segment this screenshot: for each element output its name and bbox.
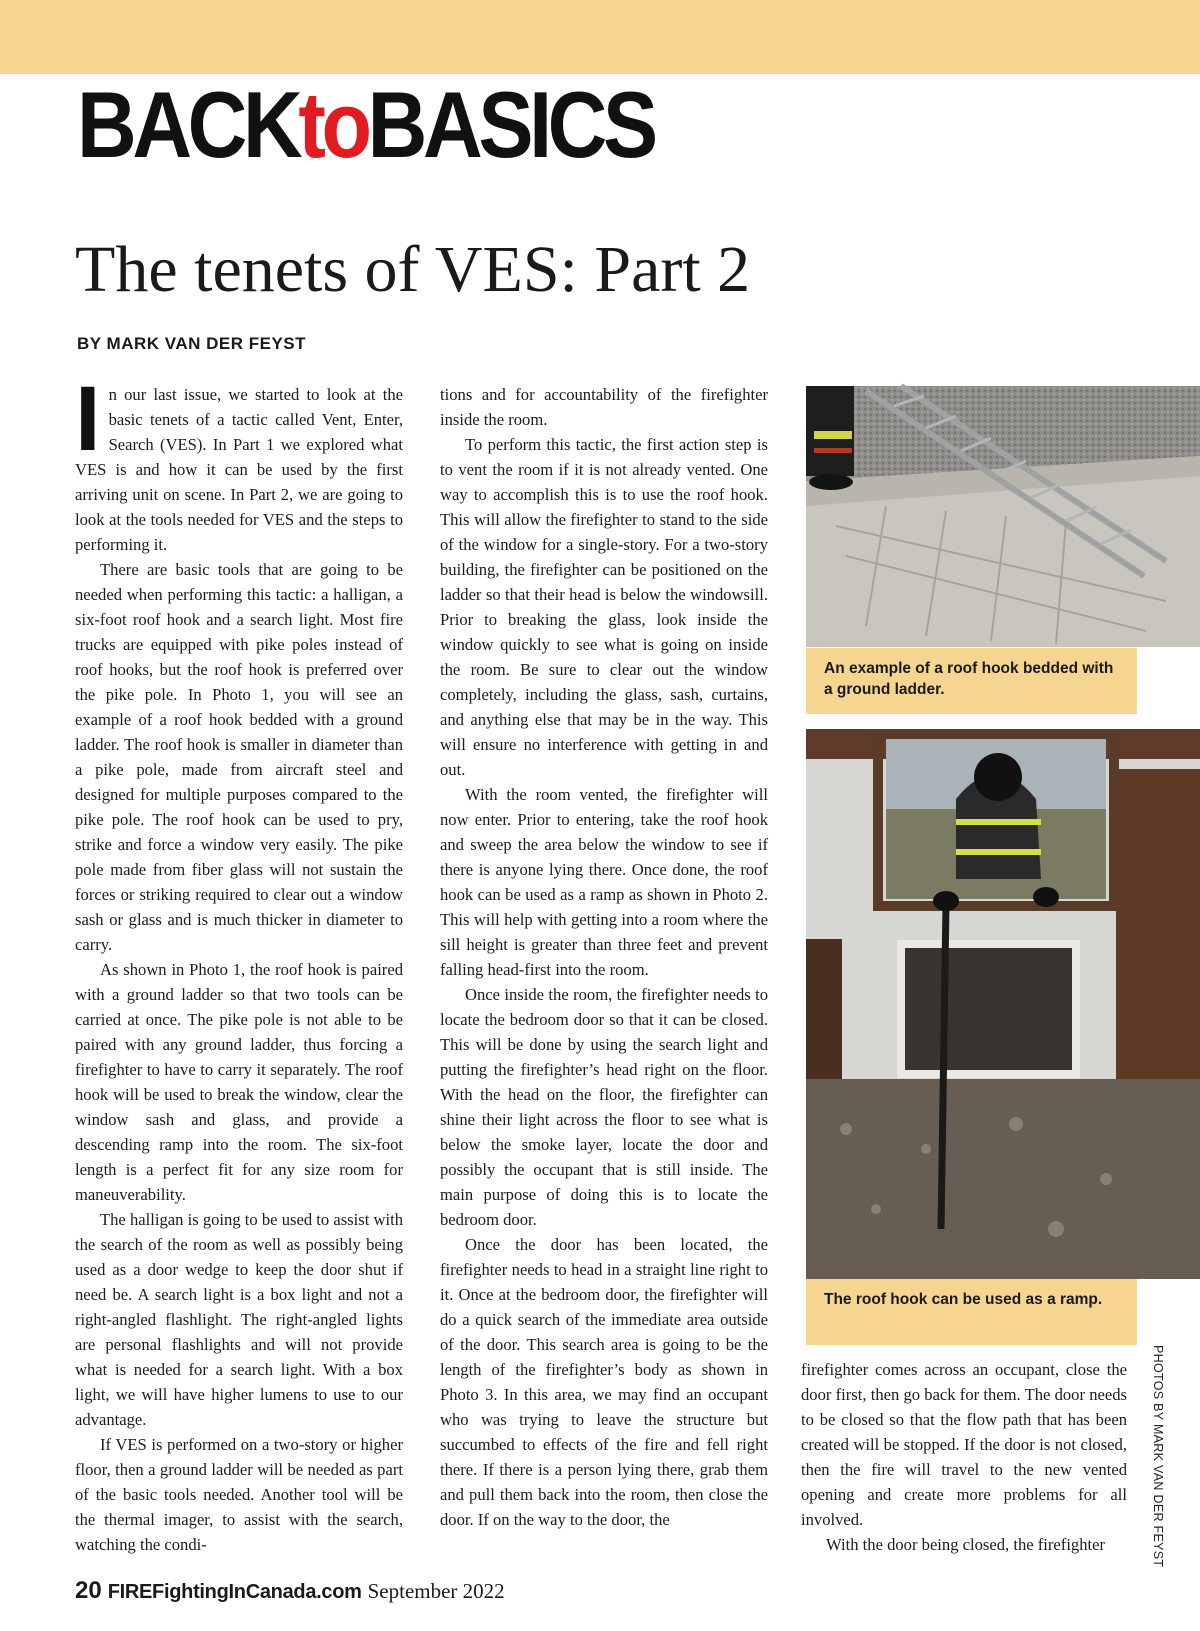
section-heading-basics: BASICS bbox=[367, 72, 654, 177]
issue-date: September 2022 bbox=[367, 1579, 505, 1603]
top-color-band bbox=[0, 0, 1200, 74]
paragraph: tions and for accountability of the firefighter inside the room. bbox=[440, 385, 768, 429]
article-column-3 bbox=[801, 1357, 1127, 1554]
paragraph: To perform this tactic, the first action step is to vent the room if it is not already vented. One way to accomplish this is to use the roof hook. This will allow the firefighter to stand to the side of the window for a single-story. For a two-story building, the firefighter can be positioned on the ladder so that their head is below the windowsill. Prior to breaking the glass, look inside the window quickly to see what is going on inside the room. Be sure to clear out the window completely, including the glass, sash, curtains, and anything else that may be in the way. This will ensure no interference with getting in and out. bbox=[440, 435, 768, 779]
caption-text: The roof hook can be used as a ramp. bbox=[824, 1291, 1103, 1308]
paragraph: With the room vented, the firefighter will now enter. Prior to entering, take the roof hook and sweep the area below the window to see if there is anyone lying there. Once done, the roof hook can be used as a ramp as shown in Photo 2. This will help with getting into a room where the sill height is greater than three feet and prevent falling head-first into the room. bbox=[440, 785, 768, 979]
paragraph: Once inside the room, the firefighter needs to locate the bedroom door so that it can be closed. This will be done by using the search light and putting the firefighter’s head right on the floor. With the head on the floor, the firefighter can shine their light across the floor to see what is below the smoke layer, locate the door and possibly the occupant that is still inside. The main purpose of doing this is to locate the bedroom door. bbox=[440, 985, 768, 1229]
paragraph: There are basic tools that are going to be needed when performing this tactic: a halligan, a six-foot roof hook and a search light. Most fire trucks are equipped with pike poles instead of roof hooks, but the roof hook is preferred over the pike pole. In Photo 1, you will see an example of a roof hook bedded with a ground ladder. The roof hook is smaller in diameter than a pike pole, made from aircraft steel and designed for multiple purposes compared to the pike pole. The roof hook can be used to pry, strike and force a window very easily. The pike pole made from fiber glass will not sustain the forces or striking required to clear out a window sash or glass and is much thicker in diameter to carry. bbox=[75, 560, 403, 954]
paragraph: firefighter comes across an occupant, close the door first, then go back for them. The door needs to be closed so that the flow path that has been created will be stopped. If the door is not closed, then the fire will travel to the new vented opening and create more problems for all involved. bbox=[801, 1360, 1127, 1529]
article-column-1 bbox=[75, 368, 403, 1554]
paragraph: Once the door has been located, the firefighter needs to head in a straight line right to it. Once at the bedroom door, the firefighter will do a quick search of the immediate area outside of the door. This search area is going to be the length of the firefighter’s body as shown in Photo 3. In this area, we may find an occupant who was trying to leave the structure but succumbed to effects of the fire and fell right there. If there is a person lying there, grab them and pull them back into the room, then close the door. If on the way to the door, the bbox=[440, 1235, 768, 1529]
photo-credit bbox=[1149, 1345, 1169, 1575]
page-number: 20 bbox=[75, 1577, 102, 1604]
photo-credit-text: PHOTOS BY MARK VAN DER FEYST bbox=[1151, 1345, 1165, 1568]
photo-caption bbox=[806, 1279, 1137, 1345]
section-heading-back: BACK bbox=[77, 72, 299, 177]
photo-roof-hook-ladder bbox=[806, 386, 1200, 647]
site-link[interactable]: FIREFightingInCanada.com bbox=[107, 1581, 362, 1603]
paragraph: n our last issue, we started to look at the basic tenets of a tactic called Vent, Enter, Search (VES). In Part 1 we explored what VES is and how it can be used by the first arriving unit on scene. In Part 2, we are going to look at the tools needed for VES and the steps to performing it. bbox=[75, 385, 403, 554]
section-heading bbox=[77, 72, 654, 177]
article-title: The tenets of VES: Part 2 bbox=[75, 233, 751, 306]
photo-caption bbox=[806, 648, 1137, 714]
page-footer bbox=[75, 1577, 505, 1605]
byline: BY MARK VAN DER FEYST bbox=[77, 334, 307, 353]
section-heading-to: to bbox=[298, 72, 368, 177]
drop-cap: I bbox=[75, 368, 101, 470]
paragraph: With the door being closed, the firefighter bbox=[826, 1535, 1106, 1554]
paragraph: The halligan is going to be used to assist with the search of the room as well as possibly being used as a door wedge to keep the door shut if need be. A search light is a box light and not a right-angled flashlight. The right-angled lights are personal flashlights and will not provide what is needed for a search light. With a box light, we will have higher lumens to use to our advantage. bbox=[75, 1210, 403, 1429]
caption-text: An example of a roof hook bedded with a ground ladder. bbox=[824, 660, 1114, 698]
paragraph: As shown in Photo 1, the roof hook is paired with a ground ladder so that two tools can be carried at once. The pike pole is not able to be paired with any ground ladder, thus forcing a firefighter to have to carry it separately. The roof hook will be used to break the window, clear the window sash and glass, and provide a descending ramp into the room. The six-foot length is a perfect fit for any size room for maneuverability. bbox=[75, 960, 403, 1204]
article-column-2 bbox=[440, 382, 768, 1529]
photo-firefighter-window bbox=[806, 729, 1200, 1279]
paragraph: If VES is performed on a two-story or higher floor, then a ground ladder will be needed as part of the basic tools needed. Another tool will be the thermal imager, to assist with the search, watching the condi- bbox=[75, 1435, 403, 1554]
